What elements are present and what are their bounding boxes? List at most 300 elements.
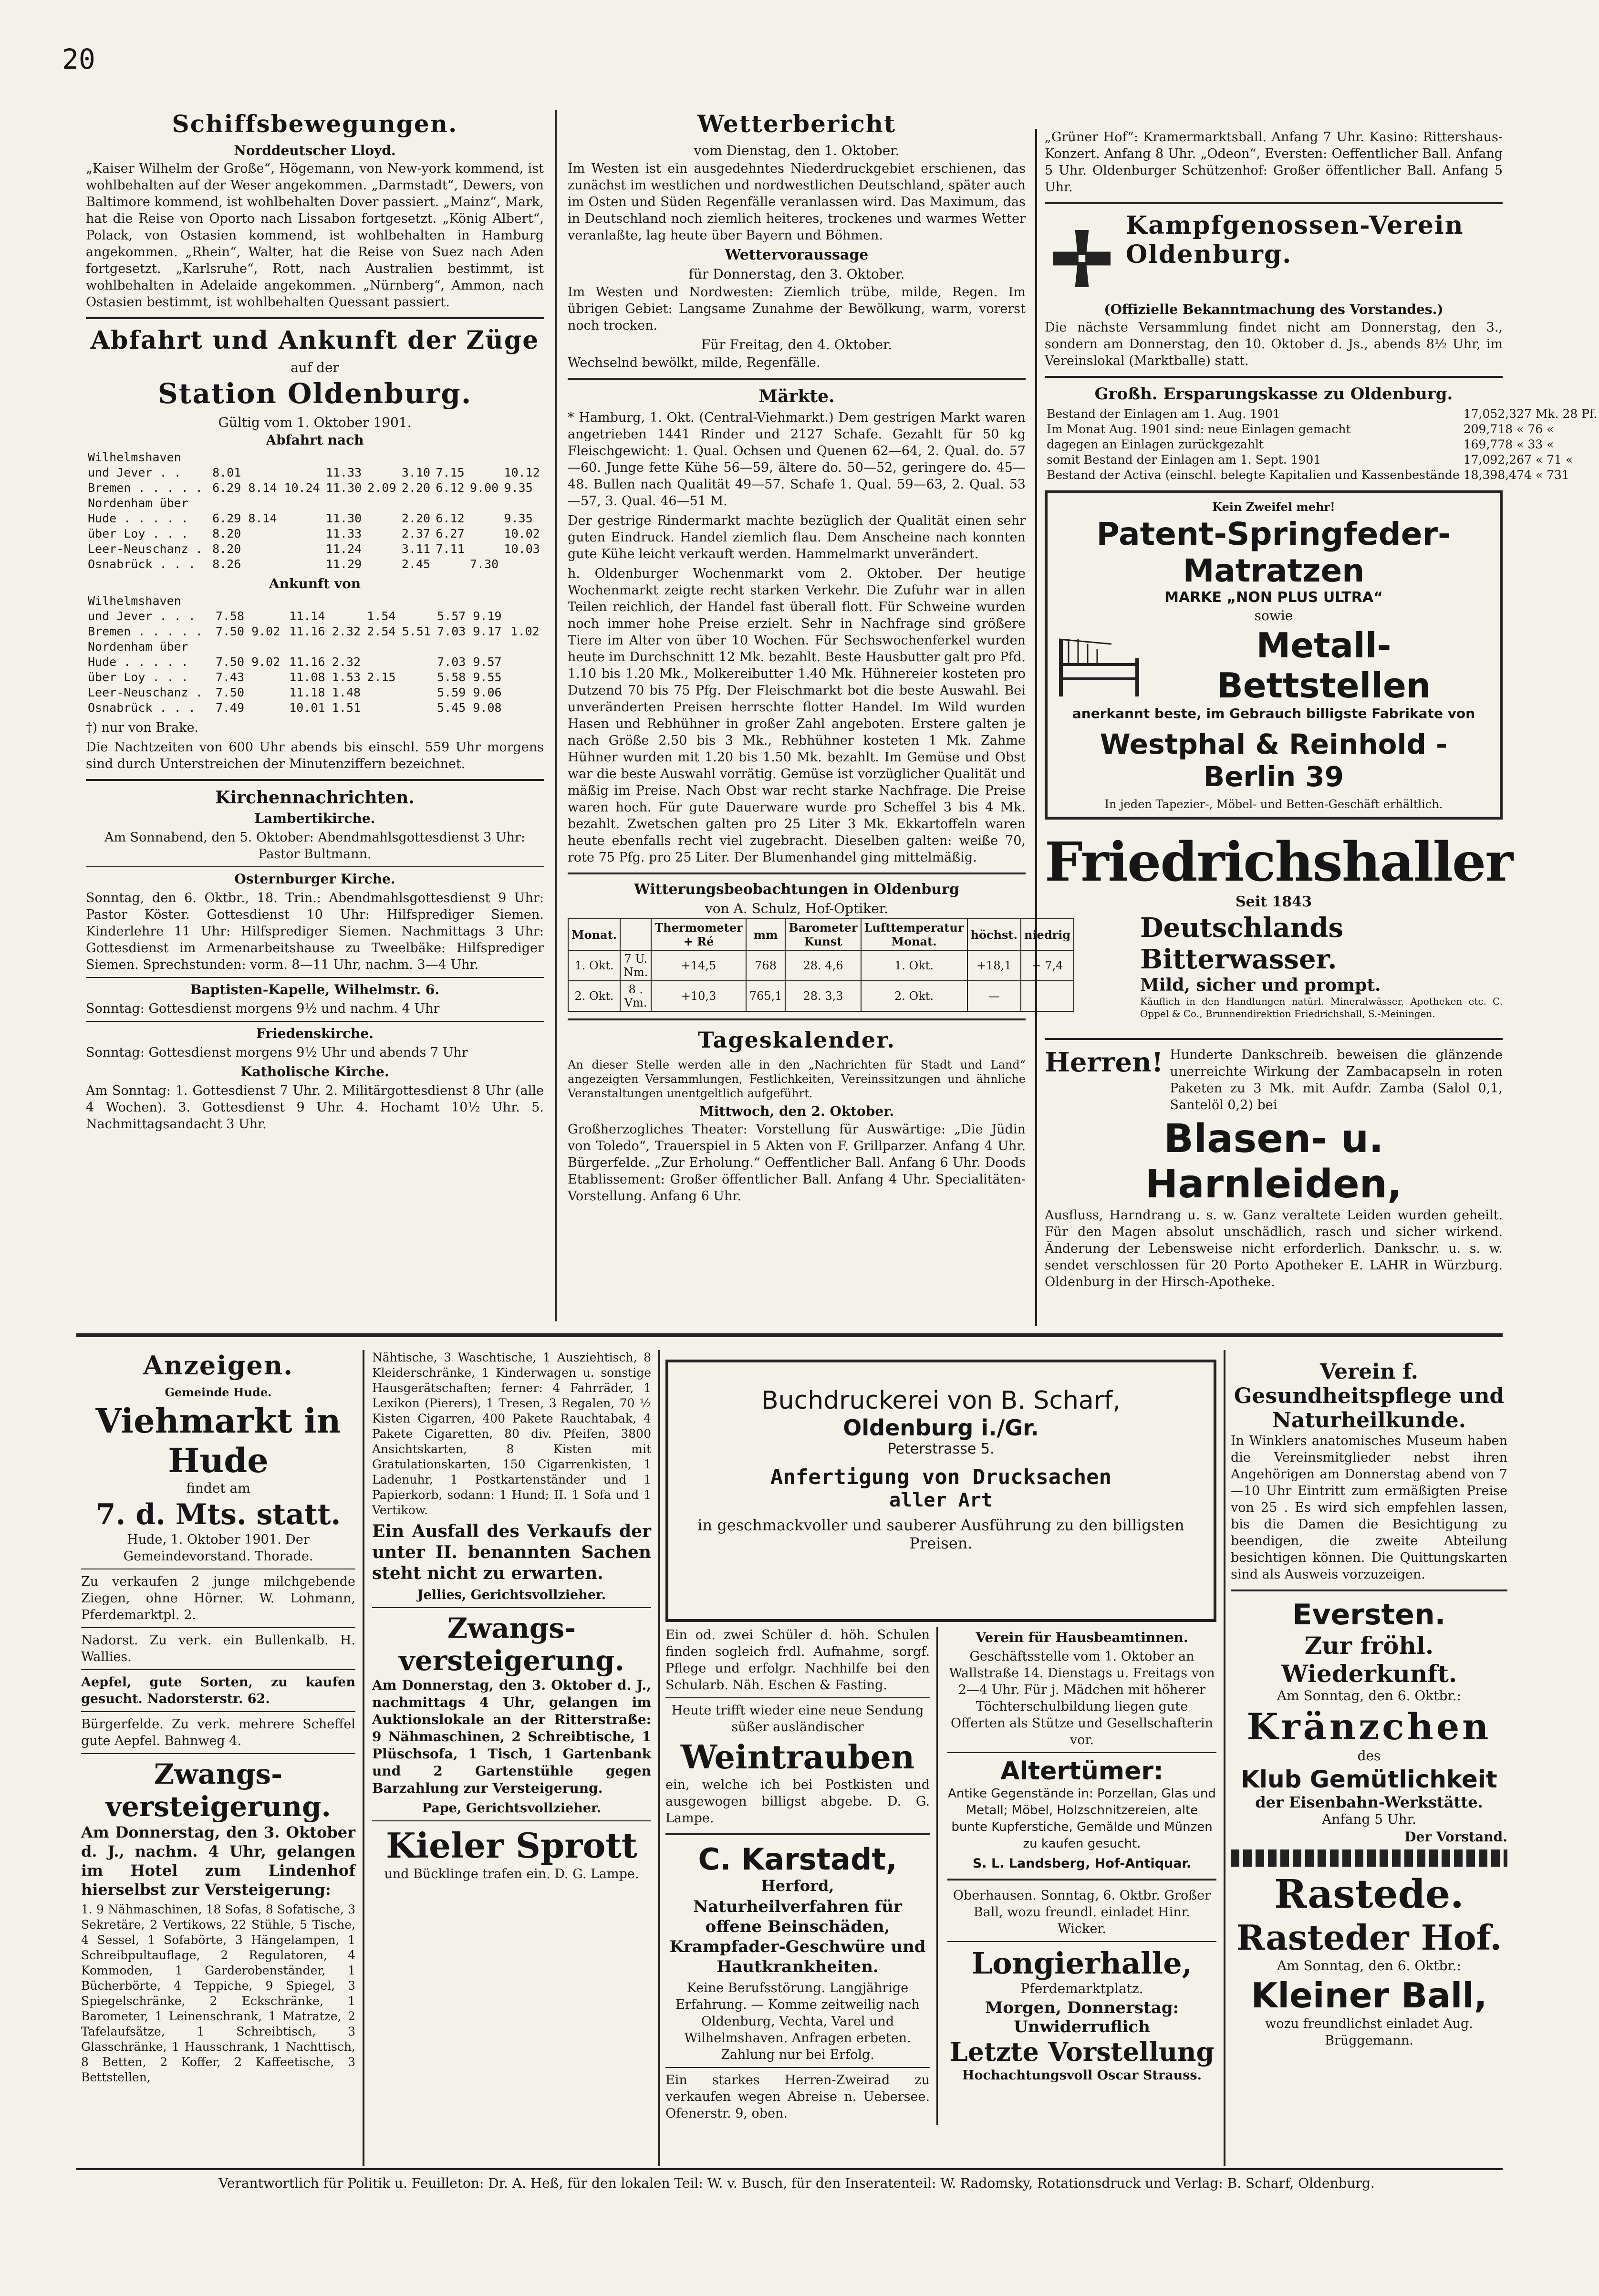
table-cell: 7.58 bbox=[215, 609, 245, 623]
table-cell: 11.08 bbox=[289, 670, 325, 684]
zwang1-heading: Zwangs-versteigerung. bbox=[105, 1758, 331, 1823]
church-text: Sonntag, den 6. Oktbr., 18. Trin.: Abendmahlsgottesdienst 9 Uhr: Pastor Köster. Gottesdienst 10 Uhr: Hilfsprediger Siemen. Kinderlehre 11 Uhr: Hilfsprediger Siemen. Nachmittags 3 Uhr: Gottesdienst im Armenarbeitshause zu Tweelbäke: Hilfsprediger Siemen. Sprechstunden: vorm. 8—11 Uhr, nachm. 3—4 Uhr. bbox=[86, 891, 544, 972]
table-cell bbox=[509, 655, 544, 670]
druck-line3: Peterstrasse 5. bbox=[887, 1441, 995, 1457]
column-right bbox=[1045, 129, 1598, 1340]
ship-heading: Schiffsbewegungen. bbox=[172, 110, 458, 138]
table-cell bbox=[365, 541, 400, 557]
table-cell: 7.03 9.57 bbox=[437, 655, 502, 669]
table-cell bbox=[365, 465, 400, 480]
divider bbox=[81, 1711, 355, 1712]
table-cell: 2.20 bbox=[401, 511, 431, 525]
spar-table bbox=[1045, 406, 1599, 483]
herrenrad-ad: Ein starkes Herren-Zweirad zu verkaufen wegen Abreise n. Uebersee. Ofenerstr. 9, oben. bbox=[665, 2073, 930, 2121]
spar-row bbox=[1045, 468, 1599, 483]
table-cell bbox=[400, 655, 435, 670]
table-cell: 8.01 bbox=[212, 466, 241, 479]
calendar-day: Mittwoch, den 2. Oktober. bbox=[699, 1103, 894, 1119]
divider bbox=[568, 378, 1026, 380]
table-cell: 28. 3,3 bbox=[785, 981, 861, 1011]
table-header-cell: höchst. bbox=[967, 919, 1021, 950]
table-cell: und Jever . . . bbox=[88, 609, 196, 623]
table-cell: Wilhelmshaven bbox=[88, 594, 181, 608]
table-cell bbox=[287, 639, 330, 655]
table-cell: 1. Okt. bbox=[568, 950, 620, 981]
observations-table bbox=[568, 918, 1074, 1012]
druck-line6: in geschmackvoller und sauberer Ausführung zu den billigsten Preisen. bbox=[697, 1516, 1184, 1552]
patent-foot: In jeden Tapezier-, Möbel- und Betten-Geschäft erhältlich. bbox=[1104, 798, 1443, 811]
table-cell: +18,1 bbox=[967, 950, 1021, 981]
arrival-row bbox=[86, 593, 544, 609]
table-cell: 7.50 bbox=[215, 686, 245, 699]
spar-row bbox=[1045, 422, 1599, 437]
friedrichshaller-ad bbox=[1045, 831, 1513, 1031]
table-cell: 11.33 bbox=[325, 466, 362, 479]
longier-sub: Pferdemarktplatz. bbox=[1020, 1981, 1143, 1996]
pape-sign: Pape, Gerichtsvollzieher. bbox=[422, 1801, 602, 1816]
table-cell bbox=[435, 593, 509, 609]
table-cell: Leer-Neuschanz . bbox=[88, 686, 203, 699]
church-text: Sonntag: Gottesdienst morgens 9½ und nachm. 4 Uhr bbox=[86, 1001, 440, 1016]
gesund-heading: Verein f. Gesundheitspflege und Naturheilkunde. bbox=[1234, 1360, 1505, 1433]
table-cell bbox=[214, 593, 287, 609]
table-cell bbox=[509, 700, 544, 716]
hude-heading: Viehmarkt in Hude bbox=[95, 1401, 341, 1480]
table-header-cell: Lufttemperatur Monat. bbox=[861, 919, 967, 950]
train-heading: Abfahrt und Ankunft der Züge bbox=[90, 326, 540, 355]
table-header-row bbox=[568, 919, 1074, 950]
forecast-text: Wechselnd bewölkt, milde, Regenfälle. bbox=[568, 355, 820, 370]
church-osternburg: Osternburger Kirche. bbox=[234, 871, 395, 887]
wieder-date: Am Sonntag, den 6. Oktbr.: bbox=[1277, 1688, 1462, 1704]
table-cell bbox=[502, 557, 544, 572]
gesund-text: In Winklers anatomisches Museum haben die Vereinsmitglieder nebst ihren Angehörigen am Donnerstag abend von 7—10 Uhr Eintritt zum ermäßigten Preise von 25 . Es wird sich empfehlen lassen, bis die Damen die Besichtigung zu beendigen, die zweite Abteilung besichtigen können. Die Quittungskarten sind als Ausweis vorzuzeigen. bbox=[1231, 1434, 1507, 1582]
table-cell bbox=[330, 609, 365, 624]
table-cell: 1.48 bbox=[332, 686, 361, 699]
table-cell: 3.10 bbox=[401, 466, 431, 479]
weather-date: vom Dienstag, den 1. Oktober. bbox=[694, 143, 900, 158]
zwang2-text: Am Donnerstag, den 3. Oktober d. J., nachmittags 4 Uhr, gelangen im Auktionslokale an der Ritterstraße: 9 Nähmaschinen, 2 Schreibtische, 1 Plüschsofa, 1 Tisch, 1 Gartenbank und 2 Gartenstühle gegen Barzahlung zur Versteigerung. bbox=[372, 1677, 651, 1796]
departure-row bbox=[86, 450, 544, 465]
table-cell: 9.35 bbox=[504, 481, 533, 495]
hude-sign: Hude, 1. Oktober 1901. Der Gemeindevorstand. Thorade. bbox=[123, 1532, 313, 1564]
ornament-border bbox=[1231, 1849, 1507, 1867]
table-cell bbox=[324, 496, 365, 511]
table-cell: 5.51 bbox=[402, 624, 431, 638]
table-header-cell: mm bbox=[746, 919, 786, 950]
divider bbox=[947, 1941, 1216, 1942]
train-auf: auf der bbox=[291, 360, 339, 375]
table-cell bbox=[400, 670, 435, 685]
table-cell: 6.12 bbox=[436, 481, 465, 495]
table-cell bbox=[365, 685, 400, 700]
footer-divider bbox=[76, 2168, 1503, 2170]
ziegen-ad: Zu verkaufen 2 junge milchgebende Ziegen, ohne Hörner. W. Lohmann, Pferdemarktpl. 2. bbox=[81, 1574, 355, 1622]
divider bbox=[372, 1607, 651, 1608]
kieler-sub: und Bücklinge trafen ein. D. G. Lampe. bbox=[384, 1867, 639, 1881]
ship-text: „Kaiser Wilhelm der Große“, Högemann, von New-york kommend, ist wohlbehalten auf der Weser angekommen. „Darmstadt“, Dewers, von Baltimore kommend, ist wohlbehalten Dover passiert. „Mainz“, Mark, hat die Reise von Oporto nach Lissabon fortgesetzt. „König Albert“, Polack, von Ostasien kommend, ist wohlbehalten in Hamburg angekommen. „Rhein“, Walter, hat die Reise von Suez nach Aden fortgesetzt. „Karlsruhe“, Rott, nach Australien bestimmt, ist wohlbehalten in Adelaide angekommen. „Nürnberg“, Ammon, nach Ostasien bestimmt, ist wohlbehalten Quessant passiert. bbox=[86, 161, 544, 310]
table-cell: Bestand der Einlagen am 1. Aug. 1901 bbox=[1047, 407, 1280, 421]
table-cell: Nordenham über bbox=[88, 640, 188, 654]
table-cell: 18,398,474 « 731 bbox=[1463, 468, 1569, 482]
table-cell: 6.29 8.14 bbox=[212, 511, 277, 525]
table-cell: 2.37 bbox=[401, 527, 431, 540]
table-cell: 9.35 bbox=[504, 511, 533, 525]
table-cell bbox=[324, 450, 365, 465]
zwang1-items: 1. 9 Nähmaschinen, 18 Sofas, 8 Sofatische, 3 Sekretäre, 2 Vertikows, 22 Stühle, 5 Tische, 4 Sessel, 1 Sofabörte, 3 Hängelampen, 1 Schreibpultauflage, 2 Regulatoren, 4 Kommoden, 1 Garderobenständer, 1 Bücherbörte, 4 Teppiche, 9 Spiegel, 3 Spiegelschränke, 2 Eckschränke, 1 Barometer, 1 Leinenschrank, 1 Matratze, 2 Tafelaufsätze, 1 Schreibtisch, 3 Glasschränke, 1 Hausschrank, 1 Nachttisch, 8 Betten, 2 Koffer, 2 Kaffeetische, 3 Bettstellen, bbox=[81, 1902, 355, 2084]
alter-text: Antike Gegenstände in: Porzellan, Glas und Metall; Möbel, Holzschnitzereien, alte bunte Kupferstiche, Gemälde und Münzen zu kaufen gesucht. bbox=[948, 1787, 1216, 1851]
table-cell: Osnabrück . . . bbox=[88, 557, 196, 571]
druck-line4: Anfertigung von Drucksachen bbox=[770, 1465, 1112, 1489]
church-text: Am Sonntag: 1. Gottesdienst 7 Uhr. 2. Militärgottesdienst 8 Uhr (alle 4 Wochen). 3. Gottesdienst 9 Uhr. 4. Hochamt 10½ Uhr. 5. Nachmittagsandacht 3 Uhr. bbox=[86, 1083, 544, 1132]
jellies-sign: Jellies, Gerichtsvollzieher. bbox=[417, 1588, 606, 1602]
table-cell: 1. Okt. bbox=[861, 950, 967, 981]
table-cell: 17,052,327 Mk. 28 Pf. bbox=[1463, 407, 1598, 421]
haus-heading: Verein für Hausbeamtinnen. bbox=[976, 1630, 1188, 1645]
arrival-row bbox=[86, 700, 544, 716]
table-cell: 2. Okt. bbox=[568, 981, 620, 1011]
church-lamberti: Lambertikirche. bbox=[254, 810, 375, 826]
table-cell bbox=[468, 450, 502, 465]
table-cell: Hude . . . . . bbox=[88, 655, 188, 669]
table-cell: Bremen . . . . . bbox=[88, 481, 203, 495]
table-cell bbox=[282, 526, 324, 541]
divider bbox=[372, 1820, 651, 1821]
calendar-heading: Tageskalender. bbox=[697, 1027, 896, 1053]
table-cell: 1.53 bbox=[332, 670, 361, 684]
departure-row bbox=[86, 557, 544, 572]
arrival-row bbox=[86, 624, 544, 639]
table-header-cell: Barometer Kunst bbox=[785, 919, 861, 950]
column-divider bbox=[1224, 1350, 1225, 2166]
patent-ad bbox=[1045, 490, 1503, 820]
spar-row bbox=[1045, 452, 1599, 468]
table-cell bbox=[400, 450, 434, 465]
table-cell bbox=[468, 541, 502, 557]
table-header-cell: Thermometer + Ré bbox=[651, 919, 746, 950]
alter-heading: Altertümer: bbox=[1000, 1757, 1163, 1786]
hude-findet: findet am bbox=[186, 1480, 250, 1496]
table-cell: über Loy . . . bbox=[88, 527, 188, 540]
table-cell: 11.16 bbox=[289, 655, 325, 669]
table-cell: 1.54 bbox=[367, 609, 396, 623]
karstadt-small: Keine Berufsstörung. Langjährige Erfahrung. — Komme zeitweilig nach Oldenburg, Vechta, Varel und Wilhelmshaven. Anfragen erbeten. Zahlung nur bei Erfolg. bbox=[675, 1981, 920, 2062]
table-cell: 7.11 bbox=[436, 542, 465, 556]
table-cell: Osnabrück . . . bbox=[88, 701, 196, 715]
table-cell bbox=[282, 557, 324, 572]
ads-column-4 bbox=[1231, 1360, 1507, 2171]
table-cell bbox=[330, 593, 365, 609]
table-cell: dagegen an Einlagen zurückgezahlt bbox=[1047, 437, 1264, 451]
market-oldenburg: h. Oldenburger Wochenmarkt vom 2. Oktober. Der heutige Wochenmarkt zeigte recht starken Verkehr. Die Zufuhr war in allen Teilen reichlich, der Handel fast überall flott. Für Schweine wurden noch immer hohe Preise erzielt. Sehr in Nachfrage sind größere Tiere im Alter von über 10 Wochen. Für Sechswochenferkel wurden heute im Durchschnitt 12 Mk. bezahlt. Beste Hausbutter galt pro Pfd. 1.10 bis 1.20 Mk., Molkereibutter 1.40 Mk. Hühnereier kosteten pro Dutzend 70 bis 75 Pfg. Der Fleischmarkt bot die beste Auswahl. Bei unveränderten Preisen herrschte flotter Handel. Im Wild wurden Hasen und Rebhühner in großer Zahl angeboten. Erstere galten je nach Größe 2.50 bis 3 Mk., Rebhühner kosteten 1 Mk. Zahme Hühner wurden mit 1.20 bis 1.50 Mk. bezahlt. Im Gemüse und Obst war die beste Auswahl vorrätig. Gemüse ist vorzüglicher Qualität und mäßig im Preise. Nach Obst war recht starke Nachfrage. Die Preise waren hoch. Für gute Dauerware wurde pro Scheffel 3 bis 4 Mk. bezahlt. Zwetschen galten pro 25 Liter 3 Mk. Ekkartoffeln waren heute ebenfalls recht viel zugebracht. Dieselben galten: weiße 70, rote 75 Pfg. pro 25 Liter. Der Blumenhandel ging mittelmäßig. bbox=[568, 566, 1026, 865]
zwang1-text: Am Donnerstag, den 3. Oktober d. J., nachm. 4 Uhr, gelangen im Hotel zum Lindenhof hierselbst zur Versteigerung: bbox=[81, 1823, 355, 1899]
divider bbox=[86, 866, 544, 867]
table-cell bbox=[400, 700, 435, 716]
table-cell: 2.09 bbox=[367, 481, 396, 495]
arrival-row bbox=[86, 670, 544, 685]
alter-sign: S. L. Landsberg, Hof-Antiquar. bbox=[972, 1856, 1192, 1871]
fried-title: Friedrichshaller bbox=[1045, 831, 1513, 893]
patent-top: Kein Zweifel mehr! bbox=[1212, 500, 1335, 514]
divider bbox=[947, 1752, 1216, 1753]
weather-heading: Wetterbericht bbox=[697, 110, 896, 138]
table-cell: 2.20 bbox=[401, 481, 431, 495]
fried-sub: Deutschlands Bitterwasser. bbox=[1140, 912, 1344, 975]
table-cell bbox=[365, 496, 400, 511]
table-cell bbox=[435, 639, 509, 655]
imprint-footer: Verantwortlich für Politik u. Feuilleton: Dr. A. Heß, für den lokalen Teil: W. v. Busch, für den Inseratenteil: W. Radomsky, Rotationsdruck und Verlag: B. Scharf, Oldenburg. bbox=[218, 2175, 1375, 2191]
table-cell: 17,092,267 « 71 « bbox=[1463, 453, 1573, 467]
table-cell: 8 . Vm. bbox=[620, 981, 651, 1011]
patent-metall: Metall-Bettstellen bbox=[1216, 625, 1431, 706]
klub-sign: Der Vorstand. bbox=[1404, 1829, 1507, 1845]
table-cell: 11.16 bbox=[289, 624, 325, 638]
table-cell: 7 U. Nm. bbox=[620, 950, 651, 981]
ship-subheading: Norddeutscher Lloyd. bbox=[234, 143, 396, 158]
departures-heading: Abfahrt nach bbox=[266, 432, 364, 448]
church-text: Am Sonnabend, den 5. Oktober: Abendmahlsgottesdienst 3 Uhr: Pastor Bultmann. bbox=[104, 830, 525, 862]
bed-icon bbox=[1054, 630, 1145, 701]
departure-row bbox=[86, 480, 544, 496]
iron-cross-icon bbox=[1053, 230, 1111, 287]
arrivals-heading: Ankunft von bbox=[269, 576, 361, 592]
table-cell bbox=[210, 450, 282, 465]
kraenz-des: des bbox=[1357, 1748, 1381, 1764]
ads-heading: Anzeigen. bbox=[143, 1350, 293, 1381]
table-cell bbox=[365, 655, 400, 670]
train-note: Die Nachtzeiten von 600 Uhr abends bis einschl. 559 Uhr morgens sind durch Unterstreichen der Minutenziffern bezeichnet. bbox=[86, 740, 544, 771]
table-cell: — bbox=[967, 981, 1021, 1011]
druck-line2: Oldenburg i./Gr. bbox=[843, 1415, 1039, 1441]
kampf-ad bbox=[1045, 211, 1503, 301]
spar-row bbox=[1045, 406, 1599, 422]
fried-sub2: Mild, sicher und prompt. bbox=[1140, 975, 1381, 995]
table-cell: 169,778 « 33 « bbox=[1463, 437, 1554, 451]
arrival-row bbox=[86, 685, 544, 700]
column-divider bbox=[1035, 129, 1037, 1326]
table-cell: 11.18 bbox=[289, 686, 325, 699]
table-cell bbox=[210, 496, 282, 511]
table-cell: über Loy . . . bbox=[88, 670, 188, 684]
table-cell: 11.29 bbox=[325, 557, 362, 571]
table-cell bbox=[502, 450, 544, 465]
druckerei-ad bbox=[665, 1360, 1216, 1622]
table-cell: 11.30 bbox=[325, 511, 362, 525]
markets-heading: Märkte. bbox=[758, 386, 835, 406]
calendar-note: An dieser Stelle werden alle in den „Nachrichten für Stadt und Land“ angezeigten Versammlungen, Festlichkeiten, Vereinssitzungen und ähnliche Veranstaltungen unentgeltlich aufgeführt. bbox=[568, 1058, 1026, 1100]
table-cell bbox=[365, 593, 400, 609]
fried-small: Käuflich in den Handlungen natürl. Mineralwässer, Apotheken etc. C. Oppel & Co., Brunnendirektion Friedrichshall, S.-Meiningen. bbox=[1140, 996, 1503, 1019]
hude-date: 7. d. Mts. statt. bbox=[95, 1498, 341, 1531]
table-cell: Bestand der Activa (einschl. belegte Kapitalien und Kassenbestände bbox=[1047, 468, 1460, 482]
rastede-heading: Rastede. bbox=[1274, 1871, 1464, 1917]
table-cell: und Jever . . bbox=[88, 466, 181, 479]
hude-small: Gemeinde Hude. bbox=[165, 1385, 272, 1399]
table-cell: 2.15 bbox=[367, 670, 396, 684]
table-cell: 28. 4,6 bbox=[785, 950, 861, 981]
table-cell bbox=[282, 496, 324, 511]
forecast-date: für Donnerstag, den 3. Oktober. bbox=[688, 266, 905, 282]
table-cell: 2.54 bbox=[367, 624, 396, 638]
patent-sowie: sowie bbox=[1254, 608, 1293, 623]
versteigerung-items: Nähtische, 3 Waschtische, 1 Ausziehtisch, 8 Kleiderschränke, 1 Kinderwagen u. sonstige Hausgerätschaften; ferner: 4 Fahrräder, 1 Lexikon (Pierers), 1 Tresen, 3 Regalen, 70 ½ Kisten Cigarren, 400 Pakete Rauchtabak, 4 Pakete Cigaretten, 80 div. Pfeifen, 3800 Ansichtskarten, 8 Kisten mit Gratulationskarten, 150 Cigarrenkisten, 1 Ladenuhr, 1 Postkartenständer und 1 Papierkorb, sodann: 1 Hund; II. 1 Sofa und 1 Vertikow. bbox=[372, 1351, 651, 1517]
table-cell: 209,718 « 76 « bbox=[1463, 422, 1554, 436]
patent-anerkannt: anerkannt beste, im Gebrauch billigste Fabrikate von bbox=[1072, 706, 1475, 721]
eversten-heading: Eversten. bbox=[1292, 1598, 1446, 1631]
druck-line1: Buchdruckerei von B. Scharf, bbox=[761, 1386, 1121, 1415]
departures-table bbox=[86, 450, 544, 572]
table-cell bbox=[400, 593, 435, 609]
divider bbox=[86, 977, 544, 978]
bullen-ad: Nadorst. Zu verk. ein Bullenkalb. H. Wallies. bbox=[81, 1633, 355, 1664]
table-cell: 7.43 bbox=[215, 670, 245, 684]
divider bbox=[665, 1833, 930, 1835]
ads-column-3 bbox=[665, 1360, 1216, 2171]
divider bbox=[568, 873, 1026, 874]
karstadt-town: Herford, bbox=[761, 1877, 834, 1895]
divider bbox=[1045, 376, 1503, 378]
table-cell: +10,3 bbox=[651, 981, 746, 1011]
table-cell: Wilhelmshaven bbox=[88, 450, 181, 464]
longier-heading: Longierhalle, bbox=[971, 1946, 1193, 1981]
table-cell: +14,5 bbox=[651, 950, 746, 981]
observation-row bbox=[568, 950, 1074, 981]
table-cell: 7.50 9.02 bbox=[215, 655, 280, 669]
column-middle bbox=[568, 110, 1071, 1307]
table-cell: 6.27 bbox=[436, 527, 465, 540]
table-header-cell bbox=[620, 919, 651, 950]
schueler-ad: Ein od. zwei Schüler d. höh. Schulen finden sogleich frdl. Aufnahme, sorgf. Pflege und erfolgr. Nachhilfe bei den Schularb. Näh. Eschen & Fasting. bbox=[665, 1628, 930, 1693]
table-cell: 5.57 9.19 bbox=[437, 609, 502, 623]
table-cell: 765,1 bbox=[746, 981, 786, 1011]
ads-subcolumn-left bbox=[665, 1627, 938, 2125]
table-cell: 10.24 bbox=[284, 481, 320, 495]
karstadt-heading: C. Karstadt, bbox=[698, 1842, 897, 1877]
table-cell bbox=[214, 639, 287, 655]
arrival-row bbox=[86, 655, 544, 670]
ads-column-1 bbox=[81, 1350, 355, 2166]
table-cell: 8.26 bbox=[212, 557, 241, 571]
table-cell: 5.45 9.08 bbox=[437, 701, 502, 715]
divider bbox=[568, 1018, 1026, 1020]
table-cell bbox=[434, 450, 468, 465]
ausfall-text: Ein Ausfall des Verkaufs der unter II. benannten Sachen steht nicht zu erwarten. bbox=[372, 1521, 651, 1583]
column-divider bbox=[658, 1350, 660, 2166]
patent-title: Patent-Springfeder-Matratzen bbox=[1096, 516, 1451, 589]
observations-sub: von A. Schulz, Hof-Optiker. bbox=[705, 901, 888, 916]
table-cell: + 7,4 bbox=[1021, 950, 1074, 981]
table-cell bbox=[365, 557, 400, 572]
events-text: „Grüner Hof“: Kramermarktsball. Anfang 7 Uhr. Kasino: Rittershaus-Konzert. Anfang 8 Uhr. „Odeon“, Eversten: Oeffentlicher Ball. Anfang 5 Uhr. Oldenburger Schützenhof: Großer öffentlicher Ball. Anfang 5 Uhr. bbox=[1045, 130, 1503, 195]
forecast-friday: Für Freitag, den 4. Oktober. bbox=[701, 337, 893, 353]
kieler-heading: Kieler Sprott bbox=[386, 1825, 637, 1866]
table-cell: 2.32 bbox=[332, 624, 361, 638]
table-cell: 1.02 bbox=[510, 624, 540, 638]
table-header-cell: Monat. bbox=[568, 919, 620, 950]
table-cell: 3.11 bbox=[401, 542, 431, 556]
haus-text: Geschäftsstelle vom 1. Oktober an Wallstraße 14. Dienstags u. Freitags von 2—4 Uhr. Für j. Mädchen mit höherer Töchterschulbildung liegen gute Offerten als Stütze und Gesellschafterin vor. bbox=[949, 1649, 1215, 1747]
table-cell: 2.32 bbox=[332, 655, 361, 669]
table-cell: 8.20 bbox=[212, 527, 241, 540]
departure-row bbox=[86, 541, 544, 557]
table-cell bbox=[400, 496, 434, 511]
wein-heading: Weintrauben bbox=[680, 1738, 915, 1777]
arrival-row bbox=[86, 609, 544, 624]
rastede-hof: Rasteder Hof. bbox=[1236, 1917, 1502, 1958]
arrival-row bbox=[86, 639, 544, 655]
divider bbox=[81, 1753, 355, 1754]
table-cell bbox=[434, 496, 468, 511]
table-cell bbox=[400, 609, 435, 624]
herren-text: Hunderte Dankschreib. beweisen die glänzende unerreichte Wirkung der Zambacapseln in roten Paketen zu 3 Mk. mit Aufdr. Zamba (Salol 0,1, Santelöl 0,2) bei bbox=[1170, 1048, 1503, 1112]
table-cell: 7.30 bbox=[469, 557, 499, 571]
divider bbox=[1045, 1038, 1503, 1040]
page-number: 20 bbox=[62, 43, 95, 75]
buerger-ad: Bürgerfelde. Zu verk. mehrere Scheffel gute Aepfel. Bahnweg 4. bbox=[81, 1717, 355, 1748]
divider bbox=[665, 2067, 930, 2068]
table-cell bbox=[282, 465, 324, 480]
divider bbox=[665, 1697, 930, 1698]
divider bbox=[947, 1879, 1216, 1880]
table-cell bbox=[287, 593, 330, 609]
kleiner-sub: wozu freundlichst einladet Aug. Brüggemann. bbox=[1265, 2016, 1473, 2048]
karstadt-text: Naturheilverfahren für offene Beinschäden, Krampfader-Geschwüre und Hautkrankheiten. bbox=[669, 1897, 926, 1976]
ads-subcolumn-right bbox=[947, 1627, 1216, 2125]
departure-row bbox=[86, 526, 544, 541]
table-cell bbox=[282, 511, 324, 526]
table-cell: Nordenham über bbox=[88, 496, 188, 510]
table-cell bbox=[330, 639, 365, 655]
table-cell: 10.03 bbox=[504, 542, 540, 556]
divider bbox=[81, 1669, 355, 1670]
church-kathol: Katholische Kirche. bbox=[240, 1064, 389, 1080]
calendar-text: Großherzogliches Theater: Vorstellung für Auswärtige: „Die Jüdin von Toledo“, Trauerspiel in 5 Akten von F. Grillparzer. Anfang 4 Uhr. Bürgerfelde. „Zur Erholung.“ Oeffentlicher Ball. Anfang 6 Uhr. Doods Etablissement: Großer öffentlicher Ball. Anfang 4 Uhr. Specialitäten-Vorstellung. Anfang 6 Uhr. bbox=[568, 1122, 1026, 1204]
spar-row bbox=[1045, 437, 1599, 452]
oberh-ad: Oberhausen. Sonntag, 6. Oktbr. Großer Ball, wozu freundl. einladet Hinr. Wicker. bbox=[953, 1888, 1211, 1936]
observation-row bbox=[568, 981, 1074, 1011]
table-cell: 7.15 bbox=[436, 466, 465, 479]
table-cell bbox=[400, 639, 435, 655]
table-cell bbox=[365, 639, 400, 655]
table-cell: 5.58 9.55 bbox=[437, 670, 502, 684]
kampf-heading: Kampfgenossen-Verein Oldenburg. bbox=[1126, 211, 1464, 269]
table-cell bbox=[400, 685, 435, 700]
market-hamburg: Der gestrige Rindermarkt machte bezüglich der Qualität einen sehr guten Eindruck. Handel ziemlich flau. Dem Anscheine nach konnten gute Kühe leicht verkauft werden. Hammelmarkt unverändert. bbox=[568, 513, 1026, 561]
forecast-text: Im Westen und Nordwesten: Ziemlich trübe, milde, Regen. Im übrigen Gebiet: Langsame Zunahme der Bewölkung, warm, vorerst noch trocken. bbox=[568, 285, 1026, 333]
divider bbox=[81, 1627, 355, 1628]
wein-pre: Heute trifft wieder eine neue Sendung süßer ausländischer bbox=[671, 1703, 924, 1735]
church-text: Sonntag: Gottesdienst morgens 9½ Uhr und abends 7 Uhr bbox=[86, 1045, 468, 1060]
table-cell bbox=[282, 541, 324, 557]
train-valid: Gültig vom 1. Oktober 1901. bbox=[218, 415, 412, 430]
table-header-cell: niedrig bbox=[1021, 919, 1074, 950]
church-baptist: Baptisten-Kapelle, Wilhelmstr. 6. bbox=[190, 982, 440, 997]
table-cell bbox=[282, 450, 324, 465]
wieder-heading: Zur fröhl. Wiederkunft. bbox=[1281, 1631, 1457, 1688]
table-cell bbox=[509, 670, 544, 685]
table-cell: 8.20 bbox=[212, 542, 241, 556]
divider bbox=[1231, 1590, 1507, 1591]
table-cell bbox=[365, 700, 400, 716]
table-cell bbox=[468, 465, 502, 480]
table-cell: 9.00 bbox=[469, 481, 499, 495]
kleiner-heading: Kleiner Ball, bbox=[1251, 1975, 1487, 2015]
table-cell: somit Bestand der Einlagen am 1. Sept. 1901 bbox=[1047, 453, 1321, 467]
table-cell: 11.14 bbox=[289, 609, 325, 623]
table-cell: 11.30 bbox=[325, 481, 362, 495]
table-cell: 10.02 bbox=[504, 527, 540, 540]
table-cell bbox=[509, 609, 544, 624]
